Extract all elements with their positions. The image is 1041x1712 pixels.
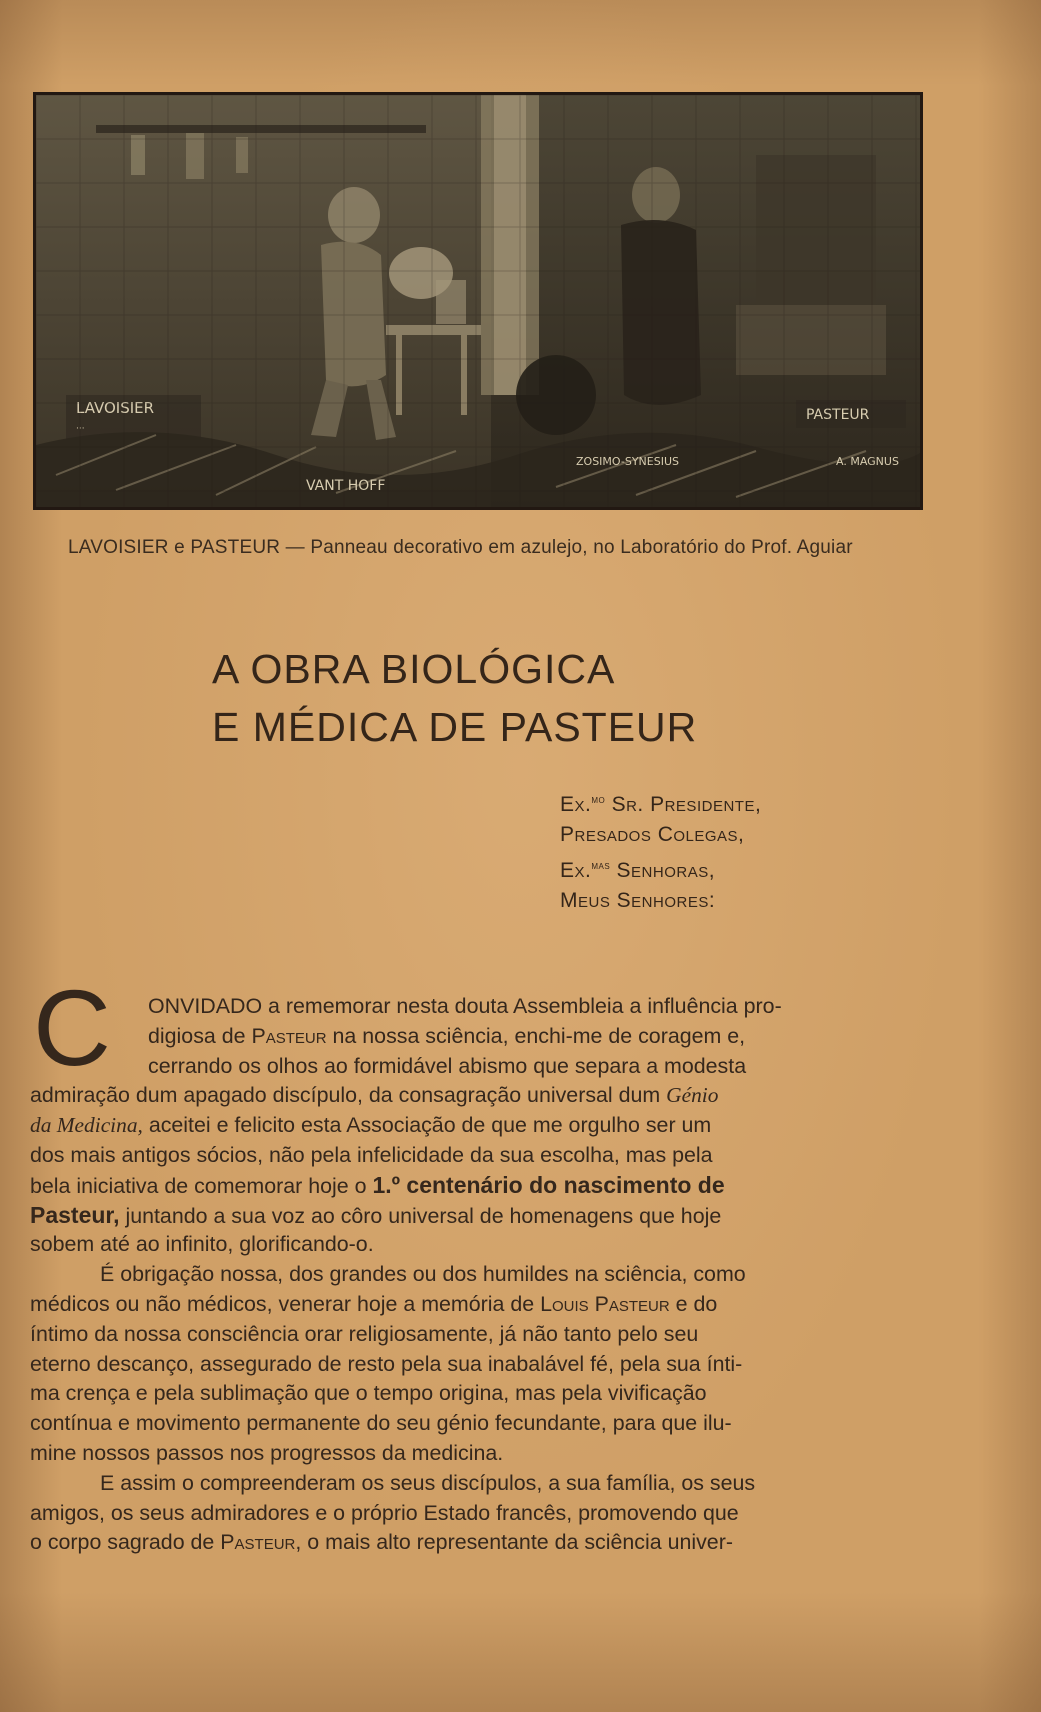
drop-cap: C <box>33 967 111 1088</box>
text-line: eterno descanço, assegurado de resto pela sua inabalável fé, pela sua ínti- <box>30 1351 743 1376</box>
text-line: mine nossos passos nos progressos da medicina. <box>30 1440 504 1465</box>
salutation-line-1: Ex.$^{mo}$ Sr. Presidente, <box>560 792 762 816</box>
text-line: médicos ou não médicos, venerar hoje a memória de Louis Pasteur e do <box>30 1291 718 1316</box>
article-title <box>212 640 697 756</box>
body-text <box>30 992 916 1558</box>
text-line: admiração dum apagado discípulo, da consagração universal dum Génio <box>30 1083 719 1108</box>
figure-caption: LAVOISIER e PASTEUR — Panneau decorativo em azulejo, no Laboratório do Prof. Aguiar <box>68 537 853 558</box>
text-line: bela iniciativa de comemorar hoje o 1.º centenário do nascimento de <box>30 1171 725 1198</box>
text-line: cerrando os olhos ao formidável abismo que separa a modesta <box>148 1053 747 1078</box>
text-line: o corpo sagrado de Pasteur, o mais alto representante da sciência univer- <box>30 1530 733 1555</box>
salutation-line-3: Ex.$^{mas}$ Senhoras, <box>560 858 716 882</box>
article-title-line-1: A OBRA BIOLÓGICA <box>212 646 616 692</box>
text-line: E assim o compreenderam os seus discípulos, a sua família, os seus <box>100 1470 756 1495</box>
text-line: sobem até ao infinito, glorificando-o. <box>30 1232 374 1257</box>
text-line: íntimo da nossa consciência orar religiosamente, já não tanto pelo seu <box>30 1321 699 1346</box>
text-line: digiosa de Pasteur na nossa sciência, enchi-me de coragem e, <box>148 1023 746 1048</box>
text-line: dos mais antigos sócios, não pela infelicidade da sua escolha, mas pela <box>30 1142 713 1167</box>
article-title-line-2: E MÉDICA DE PASTEUR <box>212 704 698 750</box>
salutation <box>560 784 761 916</box>
text-line: Pasteur, juntando a sua voz ao côro universal de homenagens que hoje <box>30 1201 722 1228</box>
salutation-line-2: Presados Colegas, <box>560 823 745 846</box>
text-line: da Medicina, aceitei e felicito esta Associação de que me orgulho ser um <box>30 1113 712 1138</box>
text-line: amigos, os seus admiradores e o próprio Estado francês, promovendo que <box>30 1500 739 1525</box>
text-line: ma crença e pela sublimação que o tempo origina, mas pela vivificação <box>30 1381 707 1406</box>
panel-illustration <box>33 92 923 510</box>
salutation-line-4: Meus Senhores: <box>560 889 716 912</box>
text-line: É obrigação nossa, dos grandes ou dos humildes na sciência, como <box>100 1262 746 1287</box>
text-line: contínua e movimento permanente do seu génio fecundante, para que ilu- <box>30 1411 732 1436</box>
text-line: ONVIDADO a rememorar nesta douta Assembleia a influência pro- <box>148 994 782 1018</box>
tile-panel-image <box>36 95 920 507</box>
